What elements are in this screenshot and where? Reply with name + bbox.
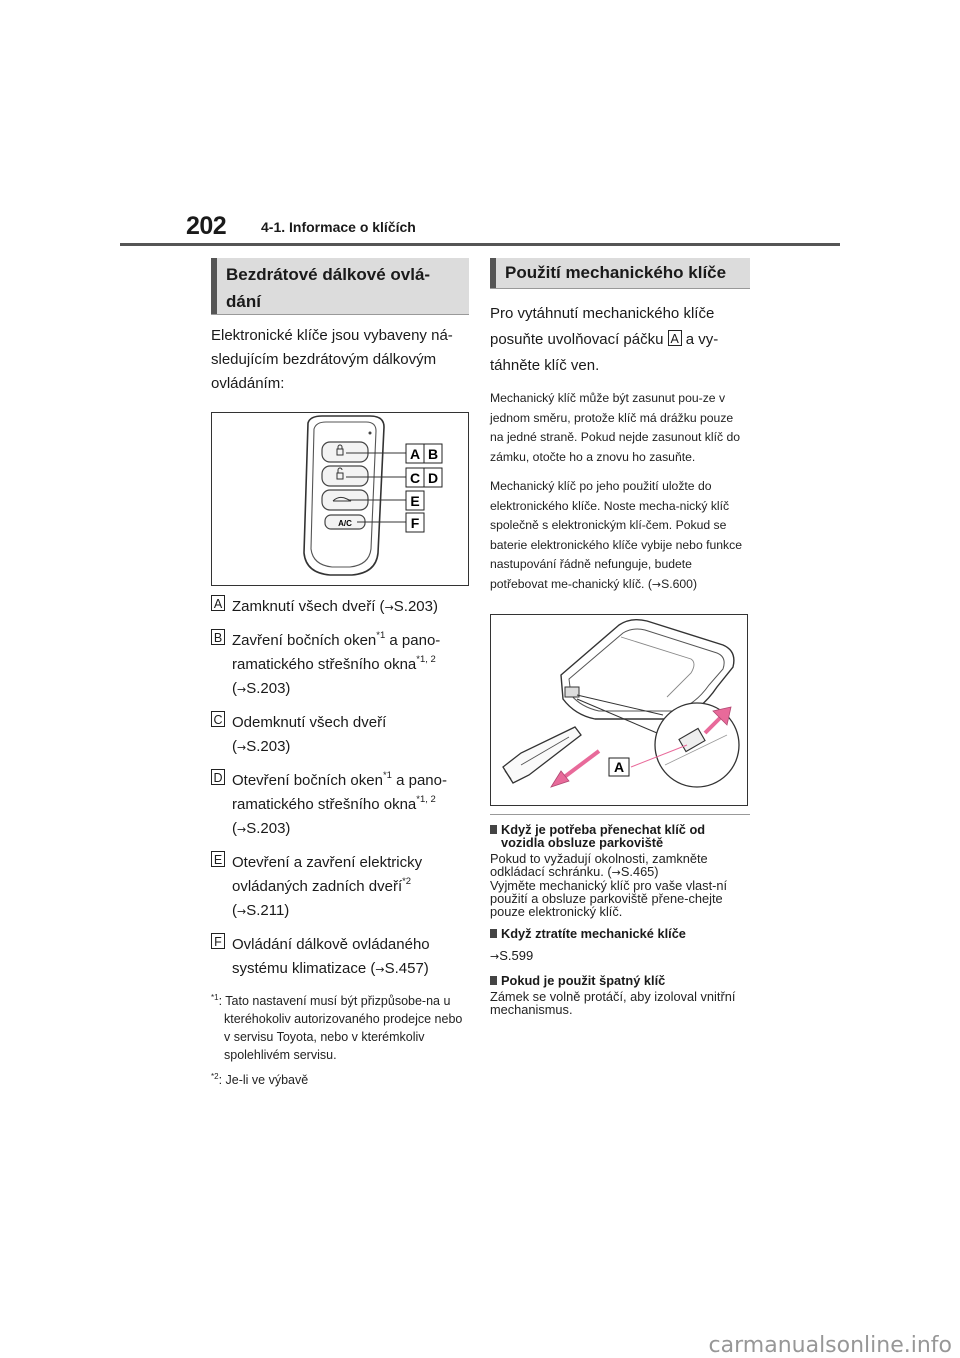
arrow-icon: → <box>384 601 394 614</box>
list-item: D Otevření bočních oken$^{*1}$ a pano-ramatického střešního okna$^{*1, 2}$ (→S.203) <box>211 769 469 842</box>
fig-label-b: B <box>427 446 439 462</box>
mechanical-key-illustration <box>491 615 746 804</box>
footnotes <box>211 992 469 1089</box>
page-reference[interactable]: S.211) <box>246 902 290 919</box>
square-bullet-icon <box>490 825 497 834</box>
paragraph: Mechanický klíč může být zasunut pou-ze v jednom směru, protože klíč má drážku pouze na jedné straně. Pokud nejde zasunout klíč do zámku, otočte ho a znovu ho zasuňte. <box>490 391 741 464</box>
left-column <box>211 258 469 1089</box>
note-heading: Pokud je použit špatný klíč <box>490 974 750 987</box>
arrow-icon: → <box>375 963 385 976</box>
mechanical-key-figure <box>490 614 748 806</box>
fig-label-f: F <box>410 515 420 531</box>
note-body <box>490 948 750 965</box>
note-heading: Když ztratíte mechanické klíče <box>490 927 750 940</box>
square-bullet-icon <box>490 976 497 985</box>
section-rule <box>490 288 750 289</box>
header-rule <box>120 243 840 246</box>
page-reference[interactable]: S.203) <box>246 820 291 837</box>
section-title-remote: Bezdrátové dálkové ovlá-dání <box>211 258 469 314</box>
list-item: A Zamknutí všech dveří (→S.203) <box>211 595 469 620</box>
item-label: B <box>211 629 225 645</box>
ac-button-label: A/C <box>338 519 352 528</box>
fig-label-d: D <box>427 470 439 486</box>
right-column <box>490 258 750 1016</box>
fig-label-a: A <box>613 759 625 775</box>
note-body: Pokud to vyžadují okolnosti, zamkněte odkládací schránku. (→S.465) Vyjměte mechanický klíč pro vaše vlast-ní použití a obsluze parkoviště přene-chejte pouze elektronický klíč. <box>490 851 728 919</box>
section-title-mechanical-key: Použití mechanického klíče <box>490 258 750 288</box>
intro-text: Elektronické klíče jsou vybaveny ná-sledujícím bezdrátovým dálkovým ovládáním: <box>211 327 453 392</box>
arrow-icon: → <box>237 905 247 918</box>
button-function-list <box>211 595 469 982</box>
key-fob-illustration <box>212 413 467 584</box>
item-label: F <box>211 933 225 949</box>
page-number: 202 <box>186 212 227 240</box>
list-item: F Ovládání dálkově ovládaného systému klimatizace (→S.457) <box>211 933 469 982</box>
intro-text: Pro vytáhnutí mechanického klíče posuňte uvolňovací páčku A a vy-táhněte klíč ven. <box>490 305 719 374</box>
inline-label: A <box>668 330 682 346</box>
page-reference[interactable]: S.600) <box>661 576 698 591</box>
square-bullet-icon <box>490 929 497 938</box>
arrow-icon: → <box>237 683 247 696</box>
list-item: E Otevření a zavření elektricky ovládaných zadních dveří$^{*2}$ (→S.211) <box>211 851 469 924</box>
fig-label-e: E <box>410 493 420 509</box>
arrow-icon: → <box>237 823 247 836</box>
item-label: A <box>211 595 225 611</box>
paragraph: Mechanický klíč po jeho použití uložte do elektronického klíče. Noste mecha-nický klíč společně s elektronickým klí-čem. Pokud se baterie elektronického klíče vybije nebo funkce nastupování řádně nefunguje, budete potřebovat me-chanický klíč. (→S.600) <box>490 479 743 591</box>
item-label: D <box>211 769 225 785</box>
arrow-icon: → <box>490 950 500 963</box>
list-item: C Odemknutí všech dveří (→S.203) <box>211 711 469 760</box>
notes-section <box>490 823 750 1016</box>
arrow-icon: → <box>237 741 247 754</box>
note-heading: Když je potřeba přenechat klíč od vozidla obsluze parkoviště <box>490 823 750 849</box>
page-reference[interactable]: S.203) <box>246 738 291 755</box>
arrow-icon: → <box>611 866 621 879</box>
item-label: C <box>211 711 225 727</box>
page-reference[interactable]: S.465) <box>620 864 659 879</box>
chapter-title: 4-1. Informace o klíčích <box>261 219 416 235</box>
arrow-icon: → <box>651 577 662 591</box>
footnote: $^{*2}$: Je-li ve výbavě <box>211 1072 309 1087</box>
separator-rule <box>490 814 750 815</box>
fig-label-c: C <box>409 470 421 486</box>
fig-label-a: A <box>409 446 421 462</box>
note-body: Zámek se volně protáčí, aby izoloval vnitřní mechanismus. <box>490 989 736 1017</box>
list-item: B Zavření bočních oken$^{*1}$ a pano-ramatického střešního okna$^{*1, 2}$ (→S.203) <box>211 629 469 702</box>
page-reference[interactable]: S.203) <box>246 680 291 697</box>
page-reference[interactable]: S.599 <box>499 948 534 963</box>
page-reference[interactable]: S.457) <box>384 960 429 977</box>
watermark: carmanualsonline.info <box>708 1333 952 1358</box>
page-reference[interactable]: S.203) <box>393 598 438 615</box>
item-label: E <box>211 851 225 867</box>
footnote: $^{*1}$: Tato nastavení musí být přizpůsobe-na u kteréhokoliv autorizovaného prodejce nebo v servisu Toyota, nebo v kterémkoliv spolehlivém servisu. <box>211 993 463 1062</box>
key-fob-figure <box>211 412 469 586</box>
